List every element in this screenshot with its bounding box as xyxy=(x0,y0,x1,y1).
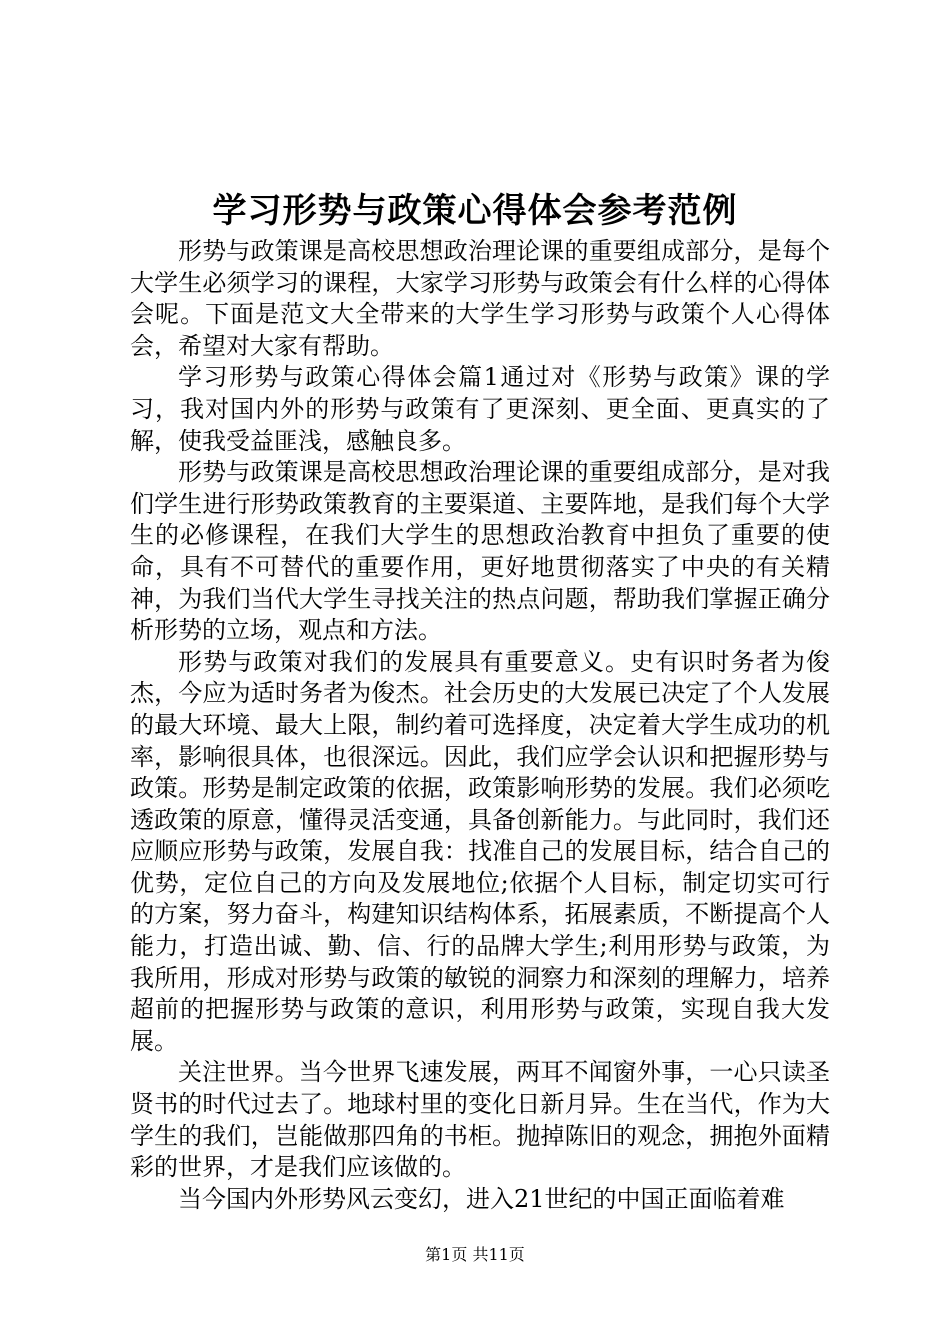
document-body xyxy=(130,236,830,1215)
page-footer: 第1页 共11页 xyxy=(425,1245,525,1264)
paragraph-development-significance: 形势与政策对我们的发展具有重要意义。史有识时务者为俊杰，今应为适时务者为俊杰。社会历史的大发展已决定了个人发展的最大环境、最大上限，制约着可选择度，决定着大学生成功的机率，影响很具体，也很深远。因此，我们应学会认识和把握形势与政策。形势是制定政策的依据，政策影响形势的发展。我们必须吃透政策的原意，懂得灵活变通，具备创新能力。与此同时，我们还应顺应形势与政策，发展自我：找准自己的发展目标，结合自己的优势，定位自己的方向及发展地位;依据个人目标，制定切实可行的方案，努力奋斗，构建知识结构体系，拓展素质，不断提高个人能力，打造出诚、勤、信、行的品牌大学生;利用形势与政策，为我所用，形成对形势与政策的敏锐的洞察力和深刻的理解力，培养超前的把握形势与政策的意识，利用形势与政策，实现自我大发展。 xyxy=(130,647,830,1055)
paragraph-situation: 当今国内外形势风云变幻，进入21世纪的中国正面临着难 xyxy=(178,1184,785,1213)
paragraph-course-importance: 形势与政策课是高校思想政治理论课的重要组成部分，是对我们学生进行形势政策教育的主要渠道、主要阵地，是我们每个大学生的必修课程，在我们大学生的思想政治教育中担负了重要的使命，具有不可替代的重要作用，更好地贯彻落实了中央的有关精神，为我们当代大学生寻找关注的热点问题，帮助我们掌握正确分析形势的立场，观点和方法。 xyxy=(130,458,830,645)
paragraph-article-1: 学习形势与政策心得体会篇1通过对《形势与政策》课的学习，我对国内外的形势与政策有了更深刻、更全面、更真实的了解，使我受益匪浅，感触良多。 xyxy=(130,363,830,455)
paragraph-intro: 形势与政策课是高校思想政治理论课的重要组成部分，是每个大学生必须学习的课程，大家学习形势与政策会有什么样的心得体会呢。下面是范文大全带来的大学生学习形势与政策个人心得体会，希望对大家有帮助。 xyxy=(130,237,830,360)
document-title: 学习形势与政策心得体会参考范例 xyxy=(212,191,738,231)
paragraph-focus-world: 关注世界。当今世界飞速发展，两耳不闻窗外事，一心只读圣贤书的时代过去了。地球村里的变化日新月异。生在当代，作为大学生的我们，岂能做那四角的书柜。抛掉陈旧的观念，拥抱外面精彩的世界，才是我们应该做的。 xyxy=(130,1058,830,1182)
